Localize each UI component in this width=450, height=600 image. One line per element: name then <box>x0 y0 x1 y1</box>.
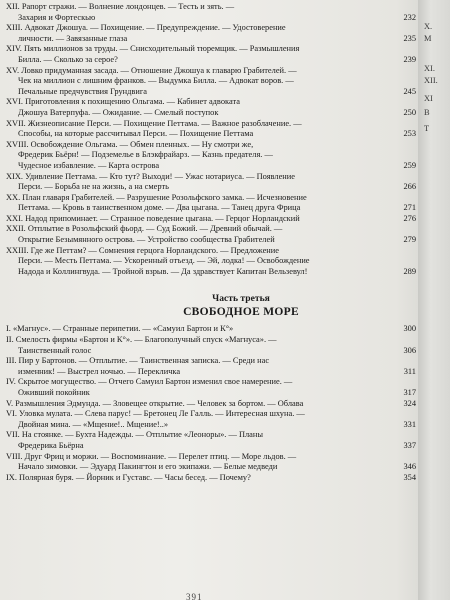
toc-line <box>6 473 416 484</box>
next-page-fragment: X. <box>424 22 433 31</box>
toc-line <box>6 55 416 66</box>
toc-line <box>6 66 416 77</box>
toc-text: XIII. Адвокат Джошуа. — Похищение. — Предупреждение. — Удостоверение <box>6 23 286 33</box>
toc-line <box>6 76 416 87</box>
toc-text: Оживший покойник <box>18 388 90 397</box>
toc-text: I. «Магнус». — Странные перипетии. — «Самуил Бартон и К°» <box>6 324 234 334</box>
toc-page-number: 232 <box>403 12 416 22</box>
toc-page-number: 306 <box>403 345 416 355</box>
toc-text: XIX. Удивление Петтама. — Кто тут? Выходи! — Ужас нотариуса. — Появление <box>6 171 295 181</box>
toc-line <box>6 335 416 346</box>
table-of-contents <box>6 2 416 483</box>
toc-page-number: 239 <box>403 54 416 64</box>
part-three-entries <box>6 324 416 483</box>
toc-text: XVII. Жизнеописание Перси. — Похищение Петтама. — Важное разоблачение. — <box>6 118 302 128</box>
toc-text: XX. План главаря Грабителей. — Разрушение Розольфского замка. — Исчезновение <box>6 192 307 202</box>
toc-text: Двойная мина. — «Мщение!.. Мщение!..» <box>18 419 169 429</box>
toc-text: Способы, на которые рассчитывал Перси. — Похищение Петтама <box>18 129 254 139</box>
toc-line <box>6 108 416 119</box>
toc-line <box>6 203 416 214</box>
toc-line <box>6 388 416 399</box>
toc-text: Фредерика Бьёрна <box>18 440 84 450</box>
toc-text: IX. Полярная буря. — Йорник и Густавс. — Часы бесед. — Почему? <box>6 472 251 482</box>
toc-text: V. Размышления Эдмунда. — Зловещее открытие. — Человек за бортом. — Облава <box>6 398 304 408</box>
toc-line <box>6 399 416 410</box>
toc-line <box>6 267 416 278</box>
toc-text: Надода и Коллингвуда. — Тройной взрыв. — Да здравствует Капитан Вельзевул! <box>18 266 308 276</box>
toc-page-number: 311 <box>403 366 416 376</box>
toc-line <box>6 462 416 473</box>
toc-line <box>6 324 416 335</box>
part-heading: Часть третья <box>212 293 270 305</box>
toc-page-number: 279 <box>403 235 416 245</box>
toc-text: Билла. — Сколько за серое? <box>18 54 118 64</box>
toc-line <box>6 452 416 463</box>
toc-line <box>6 356 416 367</box>
next-page-fragment: М <box>424 34 432 43</box>
toc-page-number: 331 <box>403 419 416 429</box>
toc-text: XXII. Отплытие в Розольфский фьорд. — Суд Божий. — Древний обычай. — <box>6 224 283 234</box>
toc-line <box>6 140 416 151</box>
page-number: 391 <box>186 592 203 600</box>
next-page-fragment: XII. <box>424 76 438 85</box>
toc-line <box>6 150 416 161</box>
toc-line <box>6 44 416 55</box>
toc-line <box>6 23 416 34</box>
toc-text: Начало зимовки. — Эдуард Пакингтон и его экипажи. — Белые медведи <box>18 462 278 472</box>
toc-page-number: 271 <box>403 203 416 213</box>
toc-text: XXI. Надод припоминает. — Странное поведение цыгана. — Герцог Норландский <box>6 213 300 223</box>
toc-line <box>6 224 416 235</box>
toc-text: IV. Скрытое могущество. — Отчего Самуил Бартон изменил свое намерение. — <box>6 377 293 387</box>
toc-page-number: 250 <box>403 107 416 117</box>
toc-page-number: 324 <box>403 398 416 408</box>
toc-line <box>6 441 416 452</box>
toc-line <box>6 377 416 388</box>
toc-line <box>6 367 416 378</box>
toc-page-number: 337 <box>403 440 416 450</box>
toc-line <box>6 430 416 441</box>
toc-line <box>6 119 416 130</box>
toc-text: XV. Ловко придуманная засада. — Отношение Джошуа к главарю Грабителей. — <box>6 65 297 75</box>
toc-text: Чудесное избавление. — Карта острова <box>18 160 160 170</box>
toc-line <box>6 172 416 183</box>
toc-line <box>6 129 416 140</box>
toc-page-number: 289 <box>403 266 416 276</box>
next-page-edge <box>418 0 450 600</box>
toc-line <box>6 13 416 24</box>
toc-line <box>6 214 416 225</box>
toc-text: изменник! — Выстрел ночью. — Перекличка <box>18 366 181 376</box>
toc-text: VII. На стоянке. — Бухта Надежды. — Отплытие «Леоноры». — Планы <box>6 430 263 440</box>
toc-text: III. Пир у Бартонов. — Отплытие. — Таинственная записка. — Среди нас <box>6 356 270 366</box>
next-page-fragment: XI. <box>424 64 435 73</box>
toc-text: Чек на миллион с лишним франков. — Выдумка Билла. — Адвокат воров. — <box>18 76 294 86</box>
next-page-fragment: Т <box>424 124 430 133</box>
toc-text: Захария и Фортескью <box>18 12 96 22</box>
toc-line <box>6 256 416 267</box>
toc-text: XVIII. Освобождение Ольгама. — Обмен пленных. — Ну смотри же, <box>6 139 254 149</box>
toc-line <box>6 193 416 204</box>
toc-line <box>6 87 416 98</box>
toc-page-number: 235 <box>403 33 416 43</box>
toc-text: Фредерик Бьёрн! — Подземелье в Блэкфрайарз. — Казнь предателя. — <box>18 150 273 160</box>
toc-text: XVI. Приготовления к похищению Ольгама. — Кабинет адвоката <box>6 97 240 107</box>
toc-text: Петтама. — Кровь в таинственном доме. — Два цыгана. — Танец друга Фрица <box>18 203 301 213</box>
toc-page-number: 317 <box>403 388 416 397</box>
next-page-fragment: В <box>424 108 430 117</box>
toc-line <box>6 420 416 431</box>
toc-page-number: 259 <box>403 160 416 170</box>
toc-line <box>6 182 416 193</box>
toc-text: Таинственный голос <box>18 345 92 355</box>
toc-text: Открытие Безымянного острова. — Устройство сообщества Грабителей <box>18 235 275 245</box>
toc-text: XII. Рапорт стражи. — Волнение лондонцев. — Тесть и зять. — <box>6 2 235 11</box>
toc-page-number: 253 <box>403 129 416 139</box>
toc-text: Перси. — Борьба не на жизнь, а на смерть <box>18 182 169 192</box>
part-title: СВОБОДНОЕ МОРЕ <box>183 306 299 319</box>
toc-text: XIV. Пять миллионов за труды. — Снисходительный тюремщик. — Размышления <box>6 44 300 54</box>
toc-line <box>6 235 416 246</box>
toc-text: VI. Уловка мулата. — Слева парус! — Бретонец Ле Галль. — Интересная шхуна. — <box>6 409 305 419</box>
toc-page-number: 266 <box>403 182 416 192</box>
toc-line <box>6 34 416 45</box>
toc-line <box>6 409 416 420</box>
toc-text: Перси. — Месть Петтама. — Ускоренный отъезд. — Эй, лодка! — Освобождение <box>18 256 310 266</box>
toc-page-number: 300 <box>403 324 416 334</box>
toc-line <box>6 97 416 108</box>
toc-text: личности. — Завязанные глаза <box>18 33 128 43</box>
toc-text: Джошуа Ватерпуфа. — Ожидание. — Смелый поступок <box>18 107 219 117</box>
toc-page-number: 245 <box>403 86 416 96</box>
toc-line <box>6 346 416 357</box>
toc-line <box>6 161 416 172</box>
toc-text: VIII. Друг Фриц и моржи. — Воспоминание. — Перелет птиц. — Море льдов. — <box>6 451 297 461</box>
toc-line <box>6 2 416 13</box>
toc-page-number: 346 <box>403 462 416 472</box>
toc-page-number: 276 <box>403 213 416 223</box>
toc-text: Печальные предчувствия Грундвига <box>18 86 147 96</box>
toc-line <box>6 246 416 257</box>
next-page-fragment: XI <box>424 94 433 103</box>
toc-text: II. Смелость фирмы «Бартон и К°». — Благополучный спуск «Магнуса». — <box>6 335 277 345</box>
part-two-entries <box>6 2 416 277</box>
toc-page-number: 354 <box>403 472 416 482</box>
toc-text: XXIII. Где же Петтам? — Сомнения герцога Норландского. — Предложение <box>6 245 279 255</box>
